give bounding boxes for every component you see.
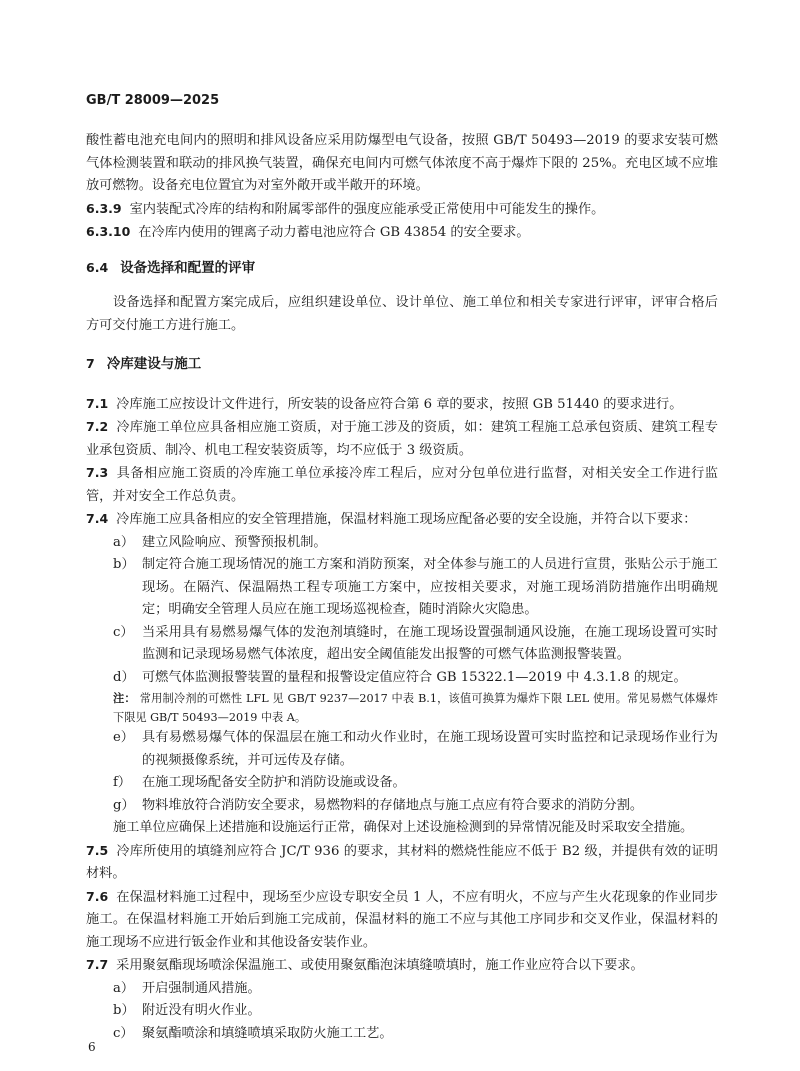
list-text: 附近没有明火作业。 [142, 1003, 261, 1018]
list-item [86, 554, 718, 622]
list-label: b） [113, 1003, 135, 1018]
list-item [86, 978, 718, 1001]
list-item [86, 1000, 718, 1023]
page-number: 6 [88, 1040, 96, 1054]
clause-7-4-list [86, 532, 718, 690]
list-item [86, 622, 718, 667]
clause-number: 6.3.9 [86, 200, 122, 216]
clause-6-3-10 [86, 221, 718, 245]
list-text: 物料堆放符合消防安全要求，易燃物料的存储地点与施工点应有符合要求的消防分割。 [142, 797, 644, 813]
list-label: f） [113, 775, 132, 790]
paragraph-continuation: 酸性蓄电池充电间内的照明和排风设备应采用防爆型电气设备，按照 GB/T 50493—2019 的要求安装可燃气体检测装置和联动的排风换气装置，确保充电间内可燃气体浓度不高于爆炸下限的 25%。充电区域不应堆放可燃物。设备充电位置宜为对室外敞开或半敞开的环境。 [86, 133, 718, 193]
clause-text: 在保温材料施工过程中，现场至少应设专职安全员 1 人，不应有明火，不应与产生火花现象的作业同步施工。在保温材料施工开始后到施工完成前，保温材料的施工不应与其他工序同步和交叉作业，保温材料的施工现场不应进行钣金作业和其他设备安装作业。 [86, 889, 718, 950]
clause-text: 具备相应施工资质的冷库施工单位承接冷库工程后，应对分包单位进行监督，对相关安全工作进行监管，并对安全工作总负责。 [86, 466, 718, 504]
note [86, 689, 718, 727]
list-label: c） [113, 1025, 134, 1041]
list-text: 制定符合施工现场情况的施工方案和消防预案，对全体参与施工的人员进行宣贯，张贴公示于施工现场。在隔汽、保温隔热工程专项施工方案中，应按相关要求，对施工现场消防措施作出明确规定；明确安全管理人员应在施工现场巡视检查，随时消除火灾隐患。 [142, 557, 718, 617]
clause-text: 冷库施工单位应具备相应施工资质，对于施工涉及的资质，如：建筑工程施工总承包资质、建筑工程专业承包资质、制冷、机电工程安装资质等，均不应低于 3 级资质。 [86, 420, 718, 458]
section-6-4-text: 设备选择和配置方案完成后，应组织建设单位、设计单位、施工单位和相关专家进行评审，评审合格后方可交付施工方进行施工。 [86, 295, 718, 333]
list-item [86, 667, 718, 690]
page-content [86, 130, 718, 1045]
section-number: 6.4 [86, 259, 109, 275]
note-text: 常用制冷剂的可燃性 LFL 见 GB/T 9237—2017 中表 B.1，该值可换算为爆炸下限 LEL 使用。常见易燃气体爆炸下限见 GB/T 50493—2019 中表 A。 [113, 692, 718, 724]
chapter-title: 冷库建设与施工 [106, 356, 202, 372]
clause-number: 7.2 [86, 419, 109, 434]
clause-7-5 [86, 840, 718, 886]
list-text: 具有易燃易爆气体的保温层在施工和动火作业时，在施工现场设置可实时监控和记录现场作业行为的视频摄像系统，并可远传及存储。 [142, 730, 718, 768]
clause-7-6 [86, 886, 718, 955]
clause-text: 室内装配式冷库的结构和附属零部件的强度应能承受正常使用中可能发生的操作。 [129, 201, 605, 217]
clause-7-2 [86, 416, 718, 462]
list-item [86, 727, 718, 772]
clause-text: 采用聚氨酯现场喷涂保温施工、或使用聚氨酯泡沫填缝喷填时，施工作业应符合以下要求。 [116, 958, 644, 973]
list-label: b） [113, 557, 135, 572]
list-text: 开启强制通风措施。 [142, 980, 261, 996]
clause-7-1 [86, 393, 718, 417]
clause-text: 冷库施工应具备相应的安全管理措施，保温材料施工现场应配备必要的安全设施，并符合以下要求： [116, 512, 697, 527]
list-label: a） [113, 534, 135, 550]
list-label: c） [113, 624, 134, 640]
clause-text: 在冷库内使用的锂离子动力蓄电池应符合 GB 43854 的安全要求。 [138, 225, 530, 240]
list-text: 当采用具有易燃易爆气体的发泡剂填缝时，在施工现场设置强制通风设施，在施工现场设置可实时监测和记录现场易燃气体浓度，超出安全阈值能发出报警的可燃气体监测报警装置。 [142, 624, 718, 662]
list-item [86, 795, 718, 818]
clause-number: 7.1 [86, 395, 109, 411]
list-text: 在施工现场配备安全防护和消防设施或设备。 [142, 775, 406, 790]
clause-6-3-9 [86, 198, 718, 222]
clause-number: 6.3.10 [86, 224, 131, 239]
clause-number: 7.6 [86, 888, 109, 904]
clause-7-4-closing: 施工单位应确保上述措施和设施运行正常，确保对上述设施检测到的异常情况能及时采取安全措施。 [113, 820, 694, 835]
list-label: g） [113, 797, 135, 813]
list-label: a） [113, 980, 135, 996]
clause-number: 7.7 [86, 957, 109, 972]
clause-7-7-list [86, 978, 718, 1046]
clause-number: 7.3 [86, 465, 109, 480]
section-title: 设备选择和配置的评审 [120, 259, 256, 276]
chapter-number: 7 [86, 356, 95, 371]
list-label: d） [113, 669, 135, 685]
clause-7-3 [86, 462, 718, 508]
list-item [86, 772, 718, 795]
note-label: 注： [113, 691, 136, 705]
clause-number: 7.4 [86, 511, 109, 526]
list-text: 可燃气体监测报警装置的量程和报警设定值应符合 GB 15322.1—2019 中 4.3.1.8 的规定。 [142, 669, 687, 685]
list-label: e） [113, 730, 134, 745]
chapter-7-heading [86, 353, 718, 377]
list-text: 建立风险响应、预警预报机制。 [142, 534, 327, 550]
list-text: 聚氨酯喷涂和填缝喷填采取防火施工工艺。 [142, 1025, 393, 1041]
list-item [86, 532, 718, 555]
document-header: GB/T 28009—2025 [86, 93, 220, 108]
clause-text: 冷库施工应按设计文件进行，所安装的设备应符合第 6 章的要求，按照 GB 51440 的要求进行。 [116, 396, 683, 412]
clause-7-4 [86, 508, 718, 532]
clause-7-4-list-continued [86, 727, 718, 817]
clause-number: 7.5 [86, 842, 109, 858]
list-item [86, 1023, 718, 1046]
clause-text: 冷库所使用的填缝剂应符合 JC/T 936 的要求，其材料的燃烧性能应不低于 B2 级，并提供有效的证明材料。 [86, 843, 718, 881]
section-6-4-heading [86, 257, 718, 281]
clause-7-7 [86, 954, 718, 978]
